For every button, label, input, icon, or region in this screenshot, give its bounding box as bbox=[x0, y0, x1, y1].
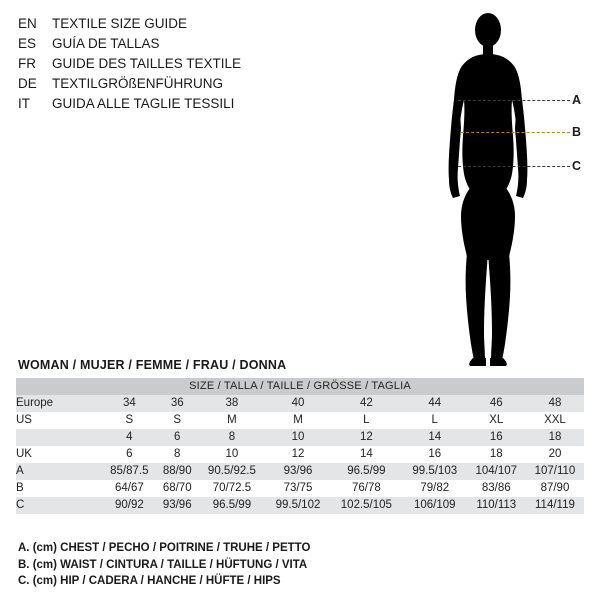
table-row bbox=[16, 412, 584, 429]
cell-a-5: 96.5/99 bbox=[330, 463, 403, 480]
cell-europe-5: 42 bbox=[330, 395, 403, 412]
table-row bbox=[16, 395, 584, 412]
cell-a-2: 88/90 bbox=[157, 463, 198, 480]
cell-europe-4: 40 bbox=[266, 395, 330, 412]
cell-us-6: L bbox=[403, 412, 467, 429]
cell-usnum-7: 16 bbox=[467, 429, 526, 446]
cell-usnum-8: 18 bbox=[526, 429, 584, 446]
cell-a-8: 107/110 bbox=[526, 463, 584, 480]
row-label-c: C bbox=[16, 497, 102, 514]
cell-b-7: 83/86 bbox=[467, 480, 526, 497]
measure-label-b: B bbox=[572, 125, 582, 139]
cell-us-5: L bbox=[330, 412, 403, 429]
table-row bbox=[16, 429, 584, 446]
cell-c-7: 110/113 bbox=[467, 497, 526, 514]
cell-us-8: XXL bbox=[526, 412, 584, 429]
cell-a-3: 90.5/92.5 bbox=[198, 463, 266, 480]
cell-a-4: 93/96 bbox=[266, 463, 330, 480]
table-header-label: SIZE / TALLA / TAILLE / GRÖSSE / TAGLIA bbox=[16, 378, 584, 395]
cell-usnum-3: 8 bbox=[198, 429, 266, 446]
cell-usnum-5: 12 bbox=[330, 429, 403, 446]
language-text-it: GUIDA ALLE TAGLIE TESSILI bbox=[52, 96, 235, 111]
cell-c-6: 106/109 bbox=[403, 497, 467, 514]
cell-europe-2: 36 bbox=[157, 395, 198, 412]
language-text-de: TEXTILGRÖßENFÜHRUNG bbox=[52, 76, 224, 91]
table-row bbox=[16, 446, 584, 463]
cell-b-1: 64/67 bbox=[102, 480, 157, 497]
female-silhouette-icon bbox=[400, 8, 590, 368]
note-waist: B. (cm) WAIST / CINTURA / TAILLE / HÜFTUNG / VITA bbox=[18, 558, 308, 571]
row-label-uk: UK bbox=[16, 446, 102, 463]
cell-uk-2: 8 bbox=[157, 446, 198, 463]
cell-usnum-4: 10 bbox=[266, 429, 330, 446]
row-label-b: B bbox=[16, 480, 102, 497]
size-table bbox=[16, 378, 584, 514]
cell-europe-7: 46 bbox=[467, 395, 526, 412]
cell-europe-3: 38 bbox=[198, 395, 266, 412]
measure-line-hip bbox=[458, 166, 570, 167]
cell-b-4: 73/75 bbox=[266, 480, 330, 497]
language-text-es: GUÍA DE TALLAS bbox=[52, 36, 160, 51]
cell-us-7: XL bbox=[467, 412, 526, 429]
cell-us-1: S bbox=[102, 412, 157, 429]
language-row-es bbox=[18, 34, 308, 54]
cell-a-6: 99.5/103 bbox=[403, 463, 467, 480]
cell-c-2: 93/96 bbox=[157, 497, 198, 514]
language-code-it: IT bbox=[18, 96, 30, 111]
note-hip: C. (cm) HIP / CADERA / HANCHE / HÜFTE / HIPS bbox=[18, 575, 281, 587]
cell-c-4: 99.5/102 bbox=[266, 497, 330, 514]
cell-us-4: M bbox=[266, 412, 330, 429]
cell-a-1: 85/87.5 bbox=[102, 463, 157, 480]
language-code-es: ES bbox=[18, 36, 37, 51]
cell-b-3: 70/72.5 bbox=[198, 480, 266, 497]
cell-uk-3: 10 bbox=[198, 446, 266, 463]
language-row-en bbox=[18, 14, 308, 34]
language-code-de: DE bbox=[18, 76, 37, 91]
measure-line-waist bbox=[461, 132, 570, 133]
cell-uk-5: 14 bbox=[330, 446, 403, 463]
language-row-it bbox=[18, 94, 308, 114]
cell-b-6: 79/82 bbox=[403, 480, 467, 497]
cell-c-8: 114/119 bbox=[526, 497, 584, 514]
cell-c-5: 102.5/105 bbox=[330, 497, 403, 514]
language-row-fr bbox=[18, 54, 308, 74]
cell-europe-6: 44 bbox=[403, 395, 467, 412]
language-text-en: TEXTILE SIZE GUIDE bbox=[52, 16, 188, 31]
cell-b-2: 68/70 bbox=[157, 480, 198, 497]
cell-us-2: S bbox=[157, 412, 198, 429]
table-row bbox=[16, 497, 584, 514]
measure-label-c: C bbox=[572, 159, 582, 173]
table-row bbox=[16, 480, 584, 497]
language-row-de bbox=[18, 74, 308, 94]
table-header-row bbox=[16, 378, 584, 395]
note-chest: A. (cm) CHEST / PECHO / POITRINE / TRUHE / PETTO bbox=[18, 542, 311, 554]
row-label-us-numeric bbox=[16, 429, 102, 446]
cell-b-8: 87/90 bbox=[526, 480, 584, 497]
cell-uk-1: 6 bbox=[102, 446, 157, 463]
language-code-fr: FR bbox=[18, 56, 36, 71]
row-label-a: A bbox=[16, 463, 102, 480]
cell-europe-8: 48 bbox=[526, 395, 584, 412]
group-title-woman: WOMAN / MUJER / FEMME / FRAU / DONNA bbox=[18, 358, 287, 372]
language-title-block bbox=[18, 14, 308, 114]
row-label-us: US bbox=[16, 412, 102, 429]
cell-uk-6: 16 bbox=[403, 446, 467, 463]
cell-usnum-2: 6 bbox=[157, 429, 198, 446]
cell-a-7: 104/107 bbox=[467, 463, 526, 480]
cell-c-3: 96.5/99 bbox=[198, 497, 266, 514]
cell-usnum-1: 4 bbox=[102, 429, 157, 446]
cell-uk-7: 18 bbox=[467, 446, 526, 463]
cell-uk-4: 12 bbox=[266, 446, 330, 463]
cell-uk-8: 20 bbox=[526, 446, 584, 463]
measure-line-chest bbox=[458, 100, 570, 101]
cell-europe-1: 34 bbox=[102, 395, 157, 412]
language-code-en: EN bbox=[18, 16, 37, 31]
cell-usnum-6: 14 bbox=[403, 429, 467, 446]
row-label-europe: Europe bbox=[16, 395, 102, 412]
figure-diagram bbox=[400, 8, 590, 368]
cell-c-1: 90/92 bbox=[102, 497, 157, 514]
cell-us-3: M bbox=[198, 412, 266, 429]
cell-b-5: 76/78 bbox=[330, 480, 403, 497]
measurement-notes bbox=[18, 540, 578, 590]
language-text-fr: GUIDE DES TAILLES TEXTILE bbox=[52, 56, 242, 71]
table-row bbox=[16, 463, 584, 480]
measure-label-a: A bbox=[572, 93, 582, 107]
